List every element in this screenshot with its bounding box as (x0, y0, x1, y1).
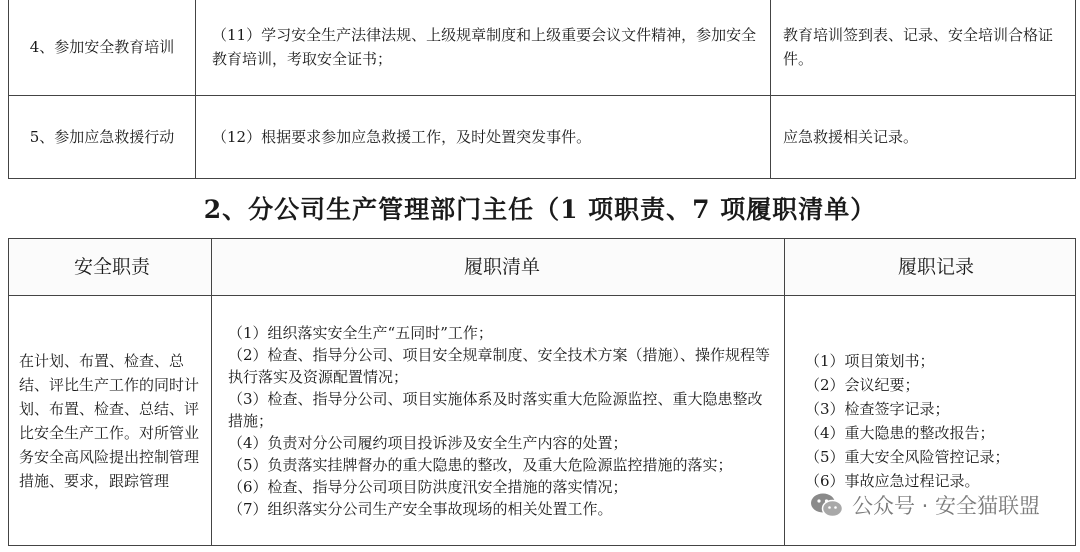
table-row (9, 0, 1076, 96)
duty-item: （2）检查、指导分公司、项目安全规章制度、安全技术方案（措施）、操作规程等执行落实及资源配置情况； (228, 345, 771, 386)
duty-record-cell: 教育培训签到表、记录、安全培训合格证件。 (771, 0, 1076, 96)
section-heading: 2、分公司生产管理部门主任（1 项职责、7 项履职清单） (203, 195, 877, 224)
record-item: （3）检查签字记录； (805, 399, 950, 418)
table-header-row (9, 239, 1076, 296)
duty-item-cell: 4、参加安全教育培训 (9, 0, 196, 96)
duty-item: （5）负责落实挂牌督办的重大隐患的整改，及重大危险源监控措施的落实； (228, 455, 733, 474)
duty-list-cell: （11）学习安全生产法律法规、上级规章制度和上级重要会议文件精神，参加安全教育培训，考取安全证书； (196, 0, 771, 96)
record-item: （6）事故应急过程记录。 (805, 471, 980, 490)
duty-list-cell (212, 296, 785, 546)
record-item: （2）会议纪要； (805, 375, 920, 394)
duty-item: （7）组织落实分公司生产安全事故现场的相关处置工作。 (228, 499, 613, 518)
record-item: （1）项目策划书； (805, 351, 935, 370)
duty-item: （3）检查、指导分公司、项目实施体系及时落实重大危险源监控、重大隐患整改措施； (228, 389, 763, 430)
header-duty-list: 履职清单 (212, 239, 785, 296)
top-table (8, 0, 1076, 179)
record-item: （4）重大隐患的整改报告； (805, 423, 995, 442)
watermark (810, 490, 1040, 520)
header-responsibility: 安全职责 (9, 239, 212, 296)
wechat-icon (810, 492, 844, 518)
header-duty-record: 履职记录 (785, 239, 1076, 296)
record-item: （5）重大安全风险管控记录； (805, 447, 1010, 466)
duty-record-cell: 应急救援相关记录。 (771, 96, 1076, 179)
duty-list-cell: （12）根据要求参加应急救援工作，及时处置突发事件。 (196, 96, 771, 179)
duty-item: （4）负责对分公司履约项目投诉涉及安全生产内容的处置； (228, 433, 628, 452)
watermark-text: 公众号 · 安全猫联盟 (851, 494, 1040, 518)
duty-item-cell: 5、参加应急救援行动 (9, 96, 196, 179)
responsibility-cell: 在计划、布置、检查、总结、评比生产工作的同时计划、布置、检查、总结、评比安全生产工作。对所管业务安全高风险提出控制管理措施、要求，跟踪管理 (9, 296, 212, 546)
duty-item: （6）检查、指导分公司项目防洪度汛安全措施的落实情况； (228, 477, 628, 496)
duty-item: （1）组织落实安全生产“五同时”工作； (228, 323, 493, 342)
table-row (9, 96, 1076, 179)
